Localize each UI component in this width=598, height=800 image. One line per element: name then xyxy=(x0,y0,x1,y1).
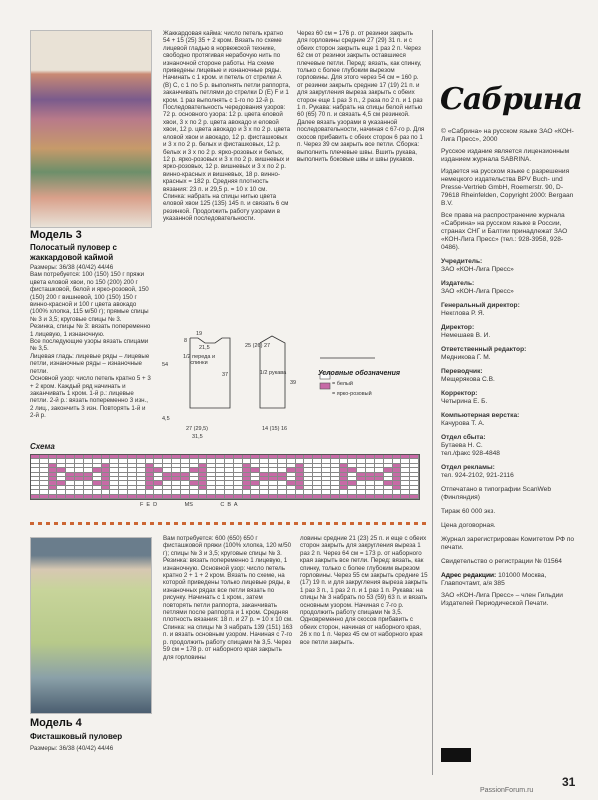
scheme-cell xyxy=(322,495,331,499)
model3-text-col2: Жаккардовая кайма: число петель кратно 54 + 15 (25) 35 + 2 кром. Вязать по схеме лицевой гладью в норвежской технике, свободно протягивая нерабочую нить по изнаночной стороне работы. На схеме приведены лицевые и изнаночные ряды. Начинать с 1 кром. и петель от стрелки A (B) C, с 1 по 5 р. выполнять петли раппорта, заканчивать петлями до стрелки D (E) F и 1 кром. 1 раз выполнять с 1-го по 12-й р. Последовательность чередования узоров: 72 р. основного узора: 12 р. цвета еловой хвои, 3 х по 2 р. цвета авокадо и еловой хвои, 12 р. цвета авокадо и 3 х по 2 р. цвета еловой хвои и авокадо, 12 р. фисташковых и 3 х по 2 р. белых и фисташковых, 12 р. белых и 3 х по 2 р. ярко-розовых и белых, 12 р. ярко-розовых и 3 х по 2 р. вишневых и ярко-розовых, 12 р. вишневых и 3 х по 2 р. винно-красных и вишневых, 18 р. винно-красных = 182 р. Средняя плотность вязания: 23 п. и 29,5 р. = 10 х 10 см. Спинка: набрать на спицы нитью цвета еловой хвои 125 (135) 145 п. и связать 6 см резинкой. Продолжить работу узорами в указанной последовательности. xyxy=(163,30,291,223)
scheme-cell xyxy=(128,495,137,499)
dim-sleeve-top: 25 (26) 27 xyxy=(245,343,271,349)
model3-all-patterns: Все последующие узоры вязать спицами № 3,5. xyxy=(30,338,149,353)
copyright: © «Сабрина» на русском языке ЗАО «КОН-Лига Пресс», 2000 xyxy=(441,128,574,143)
scheme-markers: F E D MS C B A xyxy=(140,502,238,508)
print-run: Тираж 60 000 экз. xyxy=(441,508,496,515)
layout-heading: Компьютерная верстка: xyxy=(441,412,520,419)
scheme-cell xyxy=(66,495,75,499)
scheme-cell xyxy=(366,495,375,499)
scheme-cell xyxy=(172,495,181,499)
certificate-note: Свидетельство о регистрации № 01564 xyxy=(441,558,562,565)
scheme-cell xyxy=(260,495,269,499)
model3-face: Лицевая гладь: лицевые ряды – лицевые петли, изнаночные ряды – изнаночные петли. xyxy=(30,352,150,375)
scheme-cell xyxy=(304,495,313,499)
scheme-cell xyxy=(243,495,252,499)
label-front-back: 1/2 переда и спинки xyxy=(182,354,216,366)
gd-heading: Генеральный директор: xyxy=(441,302,520,309)
model4-photo xyxy=(30,537,152,714)
scheme-cell xyxy=(269,495,278,499)
model4-sizes: Размеры: 36/38 (40/42) 44/46 xyxy=(30,745,114,752)
scheme-title: Схема xyxy=(30,442,55,451)
dim-sleeve-bot: 14 (15) 16 xyxy=(262,426,288,432)
scheme-cell xyxy=(234,495,243,499)
legend-pink-swatch xyxy=(320,383,330,389)
scheme-cell xyxy=(348,495,357,499)
registration-note: Журнал зарегистрирован Комитетом РФ по печати. xyxy=(441,536,575,551)
founder: ЗАО «КОН-Лига Пресс» xyxy=(441,266,514,273)
scheme-cell xyxy=(110,495,119,499)
director-heading: Директор: xyxy=(441,324,475,331)
scheme-cell xyxy=(296,495,305,499)
scheme-cell xyxy=(278,495,287,499)
scheme-cell xyxy=(207,495,216,499)
sales-person: Бутаева Н. С. xyxy=(441,442,483,449)
guild-logo xyxy=(441,748,471,762)
jacquard-scheme-grid xyxy=(30,454,420,500)
dim-d-s4: 54 xyxy=(162,362,169,368)
license-note: Русское издание является лицензионным изданием журнала SABRINA. xyxy=(441,148,570,163)
legend-white: = белый xyxy=(332,381,353,387)
scheme-cell xyxy=(31,495,40,499)
editor-heading: Ответственный редактор: xyxy=(441,346,527,353)
scheme-cell xyxy=(102,495,111,499)
model4-text-col2: Вам потребуется: 600 (650) 650 г фисташковой пряжи (100% хлопка, 120 м/50 г); спицы № 3 и 3,5; круговые спицы № 3. Резинка: вязать попеременно 1 лицевую, 1 изнаночную. Основной узор: число петель кратно 2 + 1 + 2 кром. Вязать по схеме, на которой приведены только лицевые ряды, в изнаночных рядах все петли вязать по рисунку. Начинать с 1 кром., затем повторять петли раппорта, заканчивать петлями после раппорта и 1 кром. Средняя плотность вязания: 18 п. и 27 р. = 10 х 10 см. Спинка: на спицы № 3 набрать 139 (151) 163 п. и вязать основным узором. Начиная с 7-го р. продолжить работу спицами № 3,5. Через 59 см = 178 р. от наборного края закрыть для горловины xyxy=(163,535,293,661)
model3-text-col3: Через 60 см = 176 р. от резинки закрыть для горловины средние 27 (29) 31 п. и с обеих сторон закрыть еще 1 раз 2 п. Через 62 см от резинки закрыть оставшиеся плечевые петли. Перед: вязать, как спинку, только с более глубоким вырезом горловины. Для этого через 54 см = 160 р. от резинки закрыть средние 17 (19) 21 п. и для закругления выреза закрыть с обеих сторон еще 1 раз 3 п., 2 раза по 2 п. и 1 раз 1 п. Рукава: набрать на спицы белой нитью 60 (65) 70 п. и связать 4,5 см резинкой. Далее вязать узорами в указанной последовательности, начиная с 67-го р. Для скосов прибавить с обеих сторон 6 раз по 1 п. Через 39 см закрыть все петли. Сборка: выполнить плечевые швы. Вшить рукава, выполнить боковые швы и швы рукавов. xyxy=(297,30,425,163)
scheme-cell xyxy=(137,495,146,499)
magazine-logo: Сабрина xyxy=(440,82,583,117)
scheme-cell xyxy=(57,495,66,499)
corrector-heading: Корректор: xyxy=(441,390,478,397)
model3-text-col1 xyxy=(30,264,152,420)
scheme-cell xyxy=(331,495,340,499)
watermark: PassionForum.ru xyxy=(480,787,534,794)
scheme-cell xyxy=(75,495,84,499)
scheme-cell xyxy=(375,495,384,499)
dim-sleeve-39: 39 xyxy=(290,380,297,386)
scheme-cell xyxy=(146,495,155,499)
scheme-cell xyxy=(225,495,234,499)
dim-d-left: 8 xyxy=(184,338,188,344)
scheme-cell xyxy=(40,495,49,499)
print-note: Отпечатано в типографии ScanWeb (Финляндия) xyxy=(441,486,551,501)
gd: Некглова Р. Я. xyxy=(441,310,485,317)
translator-heading: Переводчик: xyxy=(441,368,483,375)
scheme-cell xyxy=(163,495,172,499)
scheme-cell xyxy=(340,495,349,499)
model3-sizes: Размеры: 36/38 (40/42) 44/46 xyxy=(30,264,114,271)
legend-pink: = ярко-розовый xyxy=(332,391,372,397)
editor: Медникова Г. М. xyxy=(441,354,491,361)
address: 101000 Москва, Главпочтамт, а/я 385 xyxy=(441,572,547,587)
adv-heading: Отдел рекламы: xyxy=(441,464,495,471)
model3-basic: Основной узор: число петель кратно 5 + 3 + 2 кром. Каждый ряд начинать и заканчивать 1 кром. 1-й р.: лицевые петли. 2-й р.: вязать попеременно 3 изн., 2 лиц., закончить 3 изн. Повторять 1-й и 2-й р. xyxy=(30,375,151,420)
sales-phone: тел./факс 928-4848 xyxy=(441,450,500,457)
model3-photo xyxy=(30,30,152,228)
legend-title: Условные обозначения xyxy=(318,370,401,377)
dim-w-top: 19 xyxy=(196,331,203,337)
rights-note: Все права на распространение журнала «Сабрина» на русском языке в России, странах СНГ и Балтии принадлежат ЗАО «КОН-Лига Пресс» (тел.: 928-3958, 928-0486). xyxy=(441,212,568,251)
model3-rib: Резинка, спицы № 3: вязать попеременно 1 лицевую, 1 изнаночную. xyxy=(30,323,151,338)
sidebar-imprint xyxy=(441,128,576,608)
issuer-heading: Издатель: xyxy=(441,280,475,287)
dim-w-top3: 21,5 xyxy=(199,345,210,351)
model4-text-col3: ловины средние 21 (23) 25 п. и еще с обеих сторон закрыть для закругления выреза 1 раз 2 п. Через 64 см = 173 р. от наборного края закрыть все петли. Перед: вязать, как спинку, только с более глубоким вырезом горловины. Через 55 см закрыть средние 15 (17) 19 п. и для закругления выреза закрыть 1 раз 3 п., 1 раз 2 п. и 1 раз 1 п. Рукава: на спицы № 3 набрать по 53 (59) 63 п. и вязать основным узором. Начиная с 7-го р. продолжить работу спицами № 3,5. Одновременно для скосов прибавить с обеих сторон, начиная от наборного края, 26 х по 1 п. Через 45 см от наборного края все петли закрыть. xyxy=(300,535,428,646)
translator: Мещерякова С.В. xyxy=(441,376,495,383)
scheme-cell xyxy=(154,495,163,499)
scheme-cell xyxy=(199,495,208,499)
scheme-cell xyxy=(357,495,366,499)
scheme-cell xyxy=(119,495,128,499)
dim-bw: 27 (29,5) xyxy=(186,426,209,432)
scheme-cell xyxy=(84,495,93,499)
scheme-cell xyxy=(384,495,393,499)
scheme-cell xyxy=(251,495,260,499)
model3-title: Модель 3 xyxy=(30,229,82,241)
scheme-cell xyxy=(93,495,102,499)
scheme-cell xyxy=(313,495,322,499)
corrector: Четырина Е. Б. xyxy=(441,398,488,405)
director: Немешаев В. И. xyxy=(441,332,491,339)
section-divider xyxy=(30,522,426,525)
scheme-cell xyxy=(393,495,402,499)
price-note: Цена договорная. xyxy=(441,522,496,529)
issuer: ЗАО «КОН-Лига Пресс» xyxy=(441,288,514,295)
sidebar-divider xyxy=(432,30,433,775)
guild-note: ЗАО «КОН-Лига Пресс» – член Гильдии Издателей Периодической Печати. xyxy=(441,592,563,607)
scheme-cell xyxy=(190,495,199,499)
model3-subtitle: Полосатый пуловер с жаккардовой каймой xyxy=(30,243,117,262)
dim-d-s2: 37 xyxy=(222,372,229,378)
scheme-cell xyxy=(181,495,190,499)
layout-person: Качурова Т. А. xyxy=(441,420,485,427)
scheme-cell xyxy=(216,495,225,499)
model3-needs: Вам потребуется: 100 (150) 150 г пряжи цвета еловой хвои, по 150 (200) 200 г фисташковой, белой и ярко-розовой, 150 (150) 200 г вишневой, 100 (150) 150 г винно-красной и 100 г цвета авокадо (100% хлопка, 115 м/50 г); прямые спицы № 3 и 3,5; круговые спицы № 3. xyxy=(30,271,149,323)
address-heading: Адрес редакции: xyxy=(441,572,497,579)
model4-subtitle: Фисташковый пуловер xyxy=(30,732,123,741)
scheme-cell xyxy=(287,495,296,499)
publisher-note: Издается на русском языке с разрешения немецкого издательства BPV Buch- und Presse-Vertrieb GmbH, Roemerstr. 90, D-79618 Rheinfelden, Copyright 2000: Bergaan B.V. xyxy=(441,168,574,207)
sales-heading: Отдел сбыта: xyxy=(441,434,486,441)
pattern-diagram xyxy=(160,328,430,428)
page-number: 31 xyxy=(562,775,576,789)
dim-d-s5: 4,5 xyxy=(162,416,170,422)
label-sleeve: 1/2 рукава xyxy=(259,370,287,376)
model4-title: Модель 4 xyxy=(30,717,82,729)
scheme-cell xyxy=(401,495,410,499)
scheme-cell xyxy=(410,495,419,499)
adv-phone: тел. 924-2102, 921-2116 xyxy=(441,472,514,479)
dim-bw2: 31,5 xyxy=(192,434,203,440)
founder-heading: Учредитель: xyxy=(441,258,483,265)
scheme-cell xyxy=(49,495,58,499)
